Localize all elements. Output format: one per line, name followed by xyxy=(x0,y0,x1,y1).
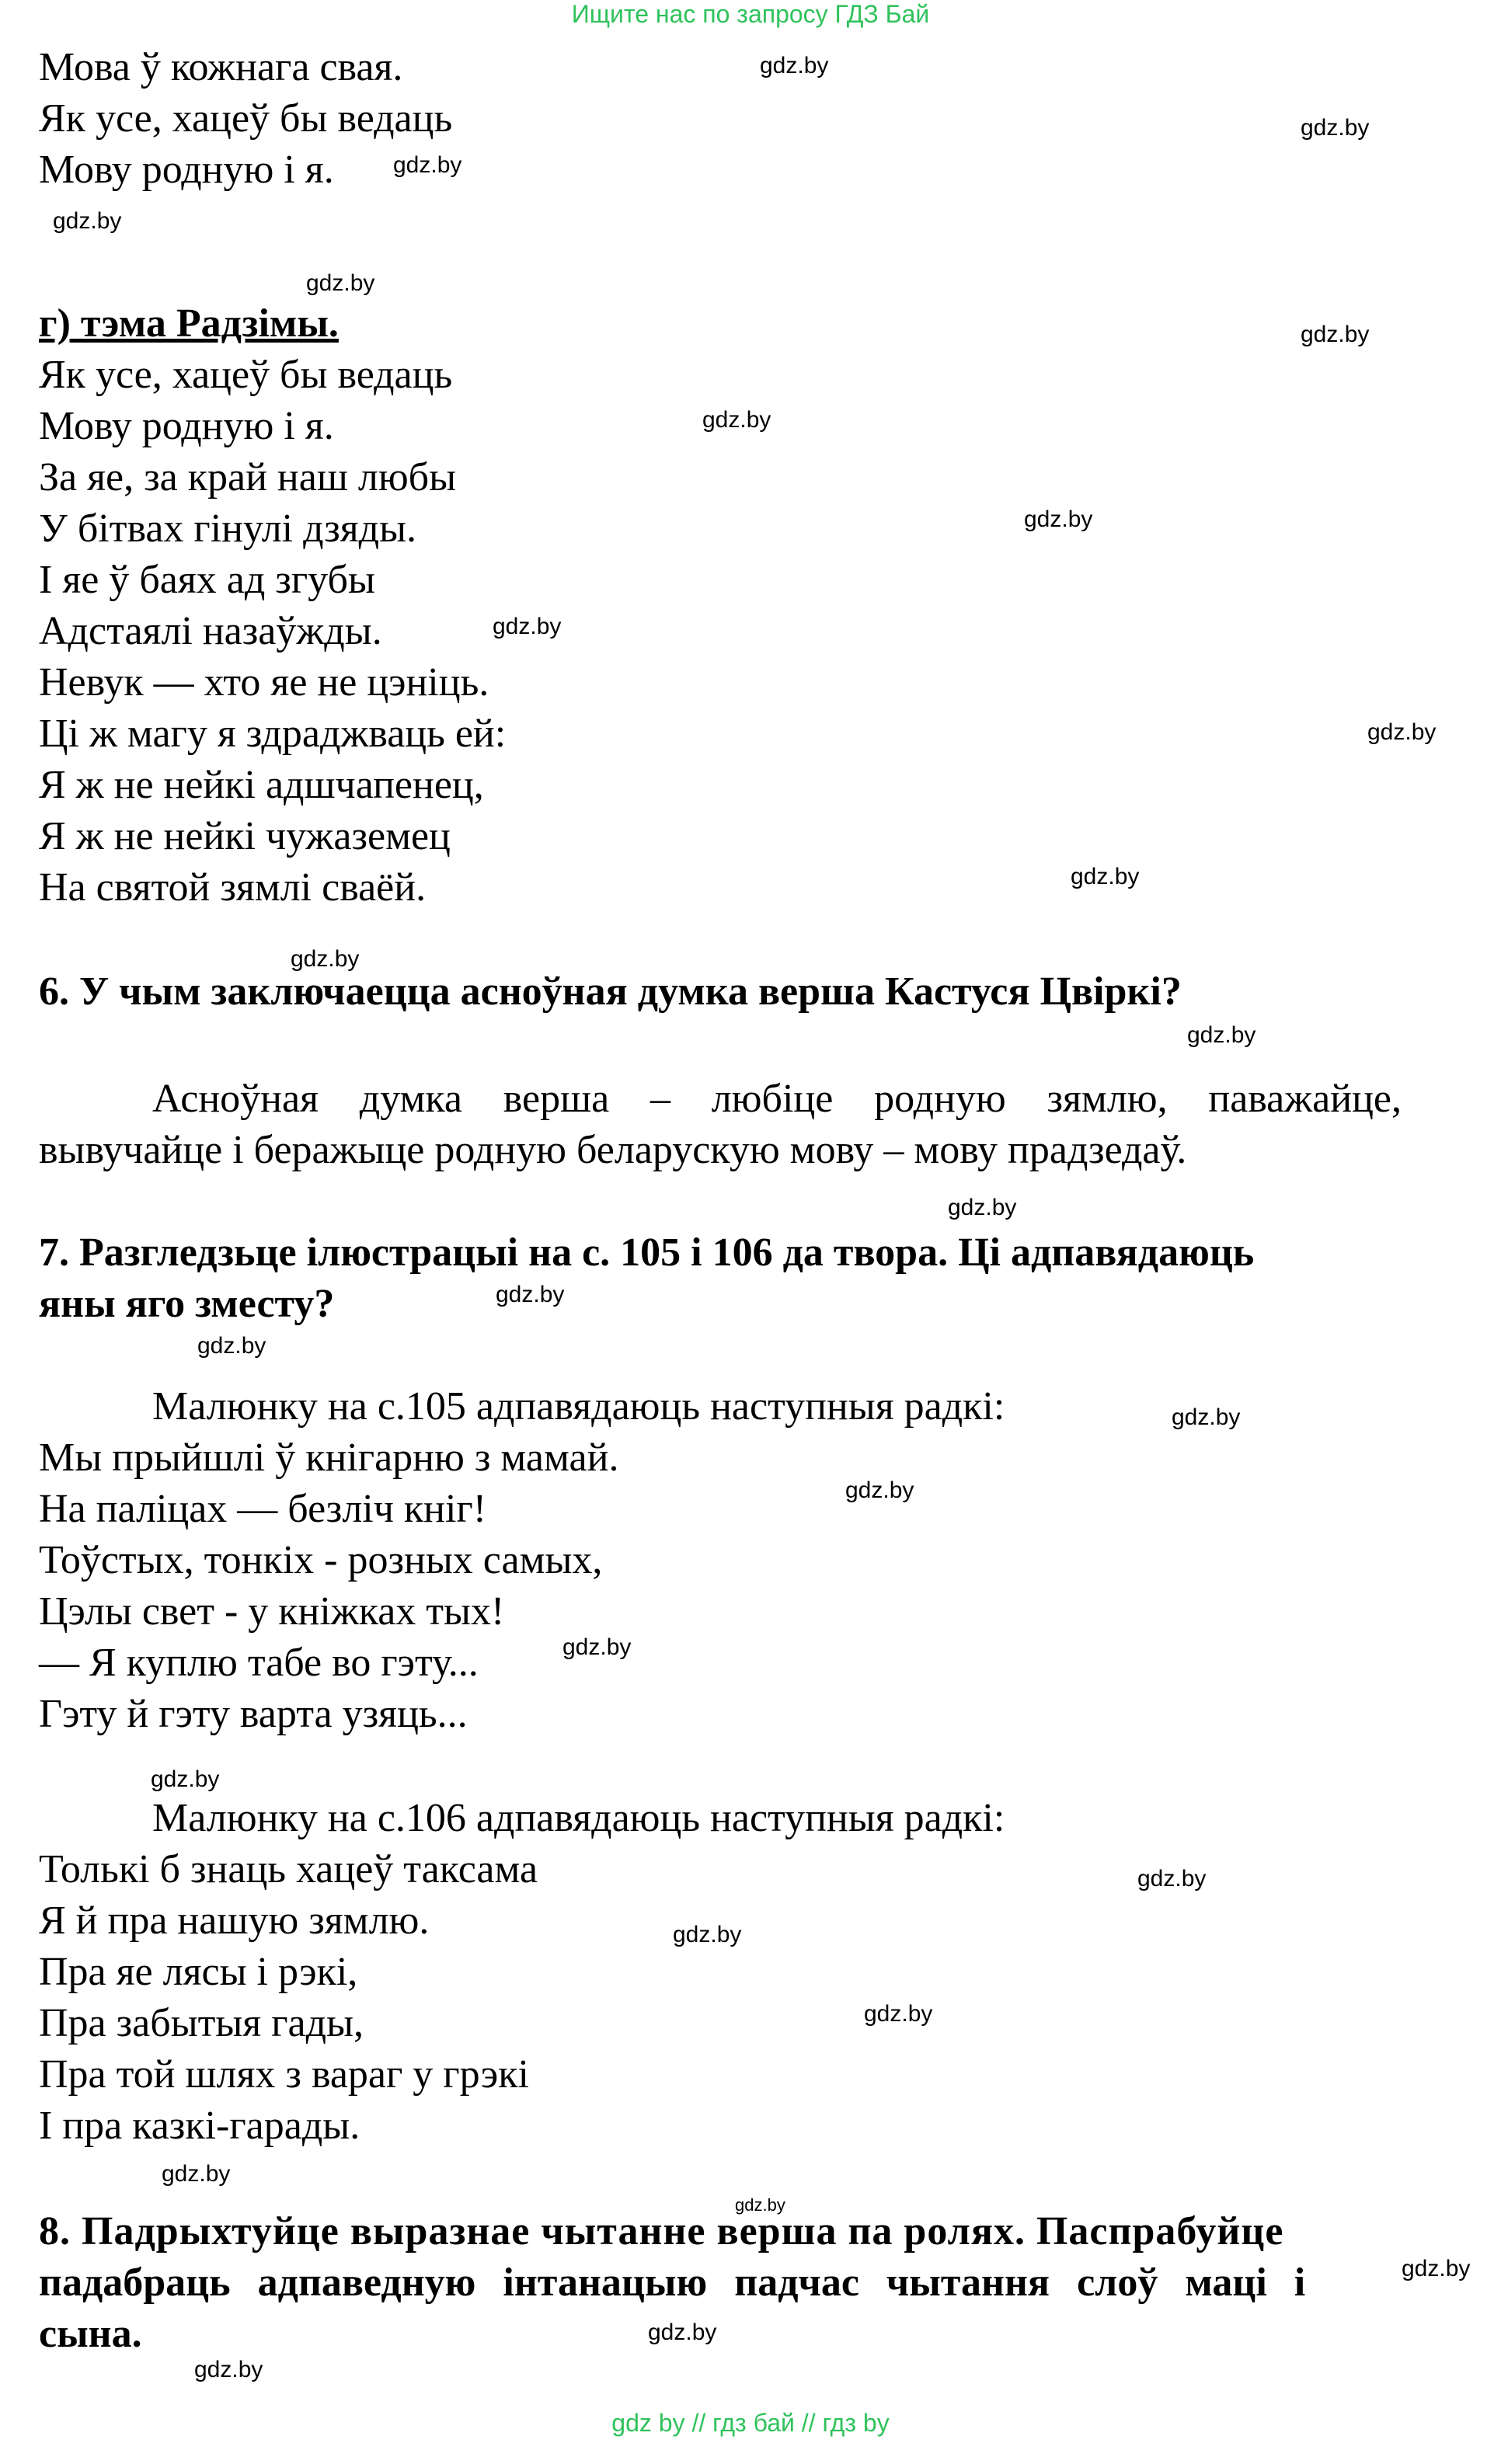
question-7-line-2: яны яго зместу? xyxy=(39,1282,335,1326)
watermark: gdz.by xyxy=(562,1634,632,1660)
poem-line: Толькі б знаць хацеў таксама xyxy=(39,1847,538,1892)
watermark: gdz.by xyxy=(306,270,375,296)
answer-6-line-2: вывучайце і беражыце родную беларускую мову – мову прадзедаў. xyxy=(39,1128,1187,1172)
watermark: gdz.by xyxy=(1402,2256,1471,2281)
question-8-line-2: падабраць адпаведную інтанацыю падчас чытання слоў маці і xyxy=(39,2260,1306,2305)
poem-line: Цэлы свет - у кніжках тых! xyxy=(39,1589,505,1634)
watermark: gdz.by xyxy=(845,1477,914,1503)
answer-6 xyxy=(39,1074,1402,1176)
watermark: gdz.by xyxy=(1071,864,1140,889)
poem-line: За яе, за край наш любы xyxy=(39,455,457,499)
watermark: gdz.by xyxy=(393,152,462,178)
poem-line: Я ж не нейкі чужаземец xyxy=(39,814,451,858)
poem-line: Пра забытыя гады, xyxy=(39,2001,364,2045)
answer-6-line-1: Асноўная думка верша – любіце родную зямлю, паважайце, xyxy=(152,1077,1402,1121)
poem-line: Як усе, хацеў бы ведаць xyxy=(39,353,453,397)
answer-7-intro-2: Малюнку на с.106 адпавядаюць наступныя радкі: xyxy=(152,1796,1005,1840)
poem-line: І пра казкі-гарады. xyxy=(39,2104,360,2148)
watermark: gdz.by xyxy=(864,2001,933,2027)
poem-line: Адстаялі назаўжды. xyxy=(39,609,382,653)
watermark: gdz.by xyxy=(948,1195,1017,1220)
poem-line: Мову родную і я. xyxy=(39,148,334,192)
watermark: gdz.by xyxy=(1187,1022,1256,1048)
watermark: gdz.by xyxy=(1301,115,1370,141)
poem-line: — Я куплю табе во гэту... xyxy=(39,1641,479,1685)
watermark: gdz.by xyxy=(1301,322,1370,347)
watermark: gdz.by xyxy=(53,208,122,234)
watermark: gdz.by xyxy=(702,407,771,433)
watermark: gdz.by xyxy=(197,1333,266,1359)
question-7-line-1: 7. Разгледзьце ілюстрацыі на с. 105 і 106 да твора. Ці адпавядаюць xyxy=(39,1230,1255,1275)
poem-line: На паліцах — безліч кніг! xyxy=(39,1487,487,1531)
section-heading: г) тэма Радзімы. xyxy=(39,301,339,346)
watermark: gdz.by xyxy=(1367,719,1437,745)
question-6: 6. У чым заключаецца асноўная думка верша Кастуся Цвіркі? xyxy=(39,969,1182,1014)
poem-line: Тоўстых, тонкіх - розных самых, xyxy=(39,1538,603,1582)
poem-line: Мову родную і я. xyxy=(39,404,334,448)
poem-line: І яе ў баях ад згубы xyxy=(39,558,375,602)
poem-line: Мова ў кожнага свая. xyxy=(39,45,403,89)
watermark: gdz.by xyxy=(760,53,829,78)
footer-links[interactable]: gdz by // гдз бай // гдз by xyxy=(611,2409,890,2437)
watermark: gdz.by xyxy=(735,2195,785,2215)
poem-line: Ці ж магу я здраджваць ей: xyxy=(39,712,507,756)
watermark: gdz.by xyxy=(1024,506,1093,532)
watermark: gdz.by xyxy=(493,614,562,639)
top-banner[interactable]: Ищите нас по запросу ГДЗ Бай xyxy=(571,0,930,28)
watermark: gdz.by xyxy=(496,1282,565,1307)
poem-line: У бітвах гінулі дзяды. xyxy=(39,506,417,551)
watermark: gdz.by xyxy=(291,946,360,972)
watermark: gdz.by xyxy=(673,1922,742,1947)
answer-7-intro-1: Малюнку на с.105 адпавядаюць наступныя радкі: xyxy=(152,1384,1005,1429)
poem-line: Гэту й гэту варта узяць... xyxy=(39,1692,468,1736)
poem-line: Пра яе лясы і рэкі, xyxy=(39,1950,358,1994)
poem-line: Невук — хто яе не цэніць. xyxy=(39,660,489,705)
watermark: gdz.by xyxy=(1137,1866,1207,1892)
poem-line: Як усе, хацеў бы ведаць xyxy=(39,96,453,141)
watermark: gdz.by xyxy=(151,1766,220,1792)
question-8-line-3: сына. xyxy=(39,2312,142,2356)
watermark: gdz.by xyxy=(162,2161,231,2187)
watermark: gdz.by xyxy=(1172,1404,1241,1430)
watermark: gdz.by xyxy=(648,2320,717,2345)
question-8-line-1: 8. Падрыхтуйце выразнае чытанне верша па ролях. Паспрабуйце xyxy=(39,2209,1284,2253)
poem-line: На святой зямлі сваёй. xyxy=(39,865,427,910)
poem-line: Я й пра нашую зямлю. xyxy=(39,1898,430,1943)
poem-line: Я ж не нейкі адшчапенец, xyxy=(39,763,484,807)
poem-line: Пра той шлях з вараг у грэкі xyxy=(39,2052,529,2097)
watermark: gdz.by xyxy=(194,2357,263,2382)
poem-line: Мы прыйшлі ў кнігарню з мамай. xyxy=(39,1436,619,1480)
